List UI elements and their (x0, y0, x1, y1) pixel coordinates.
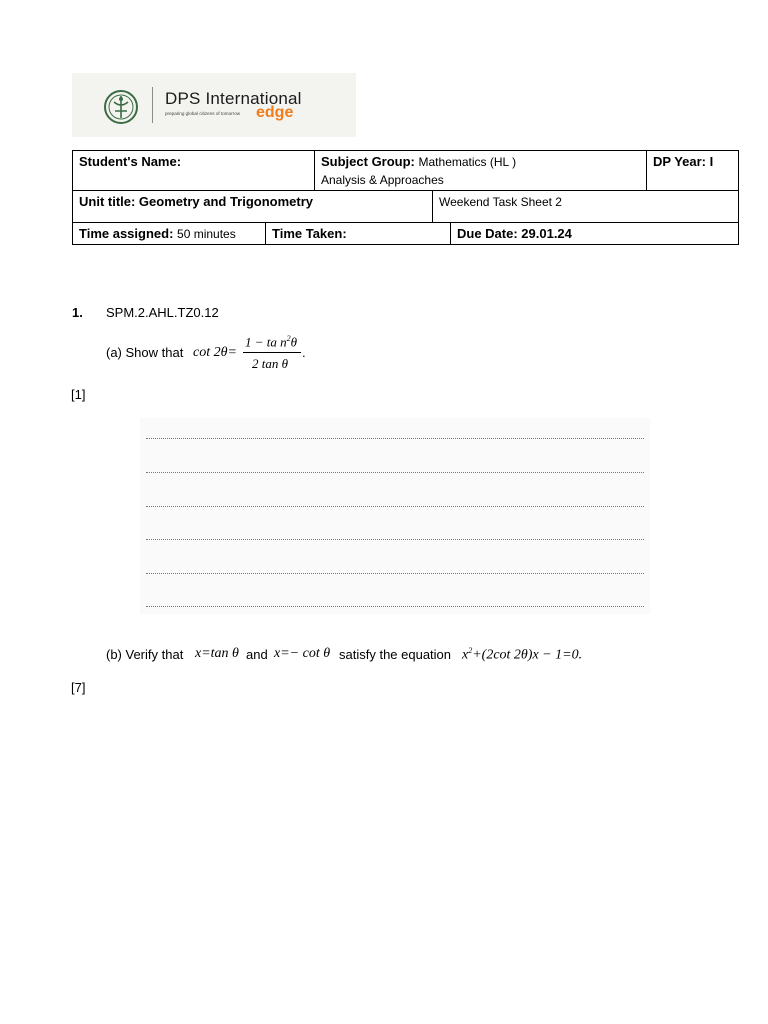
unit-title: Unit title: Geometry and Trigonometry (79, 194, 314, 209)
answer-line (146, 438, 644, 439)
part-b-prefix: (b) Verify that (106, 647, 184, 662)
part-b-eq3 (462, 646, 582, 664)
eq3-x: x (462, 647, 469, 663)
time-taken-cell (265, 222, 451, 245)
eq3-rest: +(2cot 2θ)x − 1=0. (472, 647, 583, 663)
numerator-text: 1 − ta n (245, 334, 287, 350)
numerator-sup: 2 (286, 334, 291, 343)
part-b-eq2: x=− cot θ (274, 646, 331, 661)
part-a-prefix: (a) Show that (106, 345, 184, 360)
time-taken-label: Time Taken: (272, 226, 347, 241)
fraction-bar (243, 352, 301, 353)
unit-title-cell (72, 190, 433, 223)
answer-area[interactable] (140, 418, 650, 614)
answer-line (146, 573, 644, 574)
question-number: 1. (72, 305, 83, 320)
numerator-end: θ (290, 334, 298, 350)
question-code: SPM.2.AHL.TZ0.12 (106, 305, 219, 320)
due-date: Due Date: 29.01.24 (457, 226, 572, 241)
subject-group-label: Subject Group: (321, 154, 415, 169)
school-crest-icon (103, 89, 139, 125)
subject-group-value-2: Analysis & Approaches (321, 173, 444, 187)
school-logo (72, 73, 356, 137)
logo-edge: edge (256, 104, 294, 121)
sheet-title: Weekend Task Sheet 2 (439, 195, 562, 209)
part-a-end: . (302, 345, 306, 360)
answer-line (146, 606, 644, 607)
part-a-denominator: 2 tan θ (252, 356, 288, 371)
part-a-numerator (245, 334, 297, 350)
part-a-lhs: cot 2θ= (193, 345, 237, 360)
student-name-label: Student's Name: (79, 154, 182, 169)
time-assigned-label: Time assigned: (79, 226, 174, 241)
answer-line (146, 539, 644, 540)
logo-name: DPS International (165, 89, 302, 108)
subject-group-value: Mathematics (HL ) (418, 155, 517, 169)
student-name-cell (72, 150, 315, 191)
answer-line (146, 472, 644, 473)
time-assigned-cell (72, 222, 266, 245)
logo-tagline: preparing global citizens of tomorrow (165, 111, 241, 116)
logo-divider (152, 87, 153, 123)
answer-line (146, 506, 644, 507)
dp-year-cell (646, 150, 739, 191)
part-b-and: and (246, 647, 268, 662)
sheet-title-cell (432, 190, 739, 223)
part-b-eq1: x=tan θ (195, 646, 239, 661)
part-b-marks: [7] (71, 680, 86, 695)
subject-group-cell (314, 150, 647, 191)
part-a-marks: [1] (71, 387, 86, 402)
dp-year: DP Year: I (653, 154, 714, 169)
time-assigned-value: 50 minutes (177, 227, 236, 241)
part-b-middle: satisfy the equation (339, 647, 452, 662)
eq3-sup: 2 (468, 646, 473, 655)
due-date-cell (450, 222, 739, 245)
